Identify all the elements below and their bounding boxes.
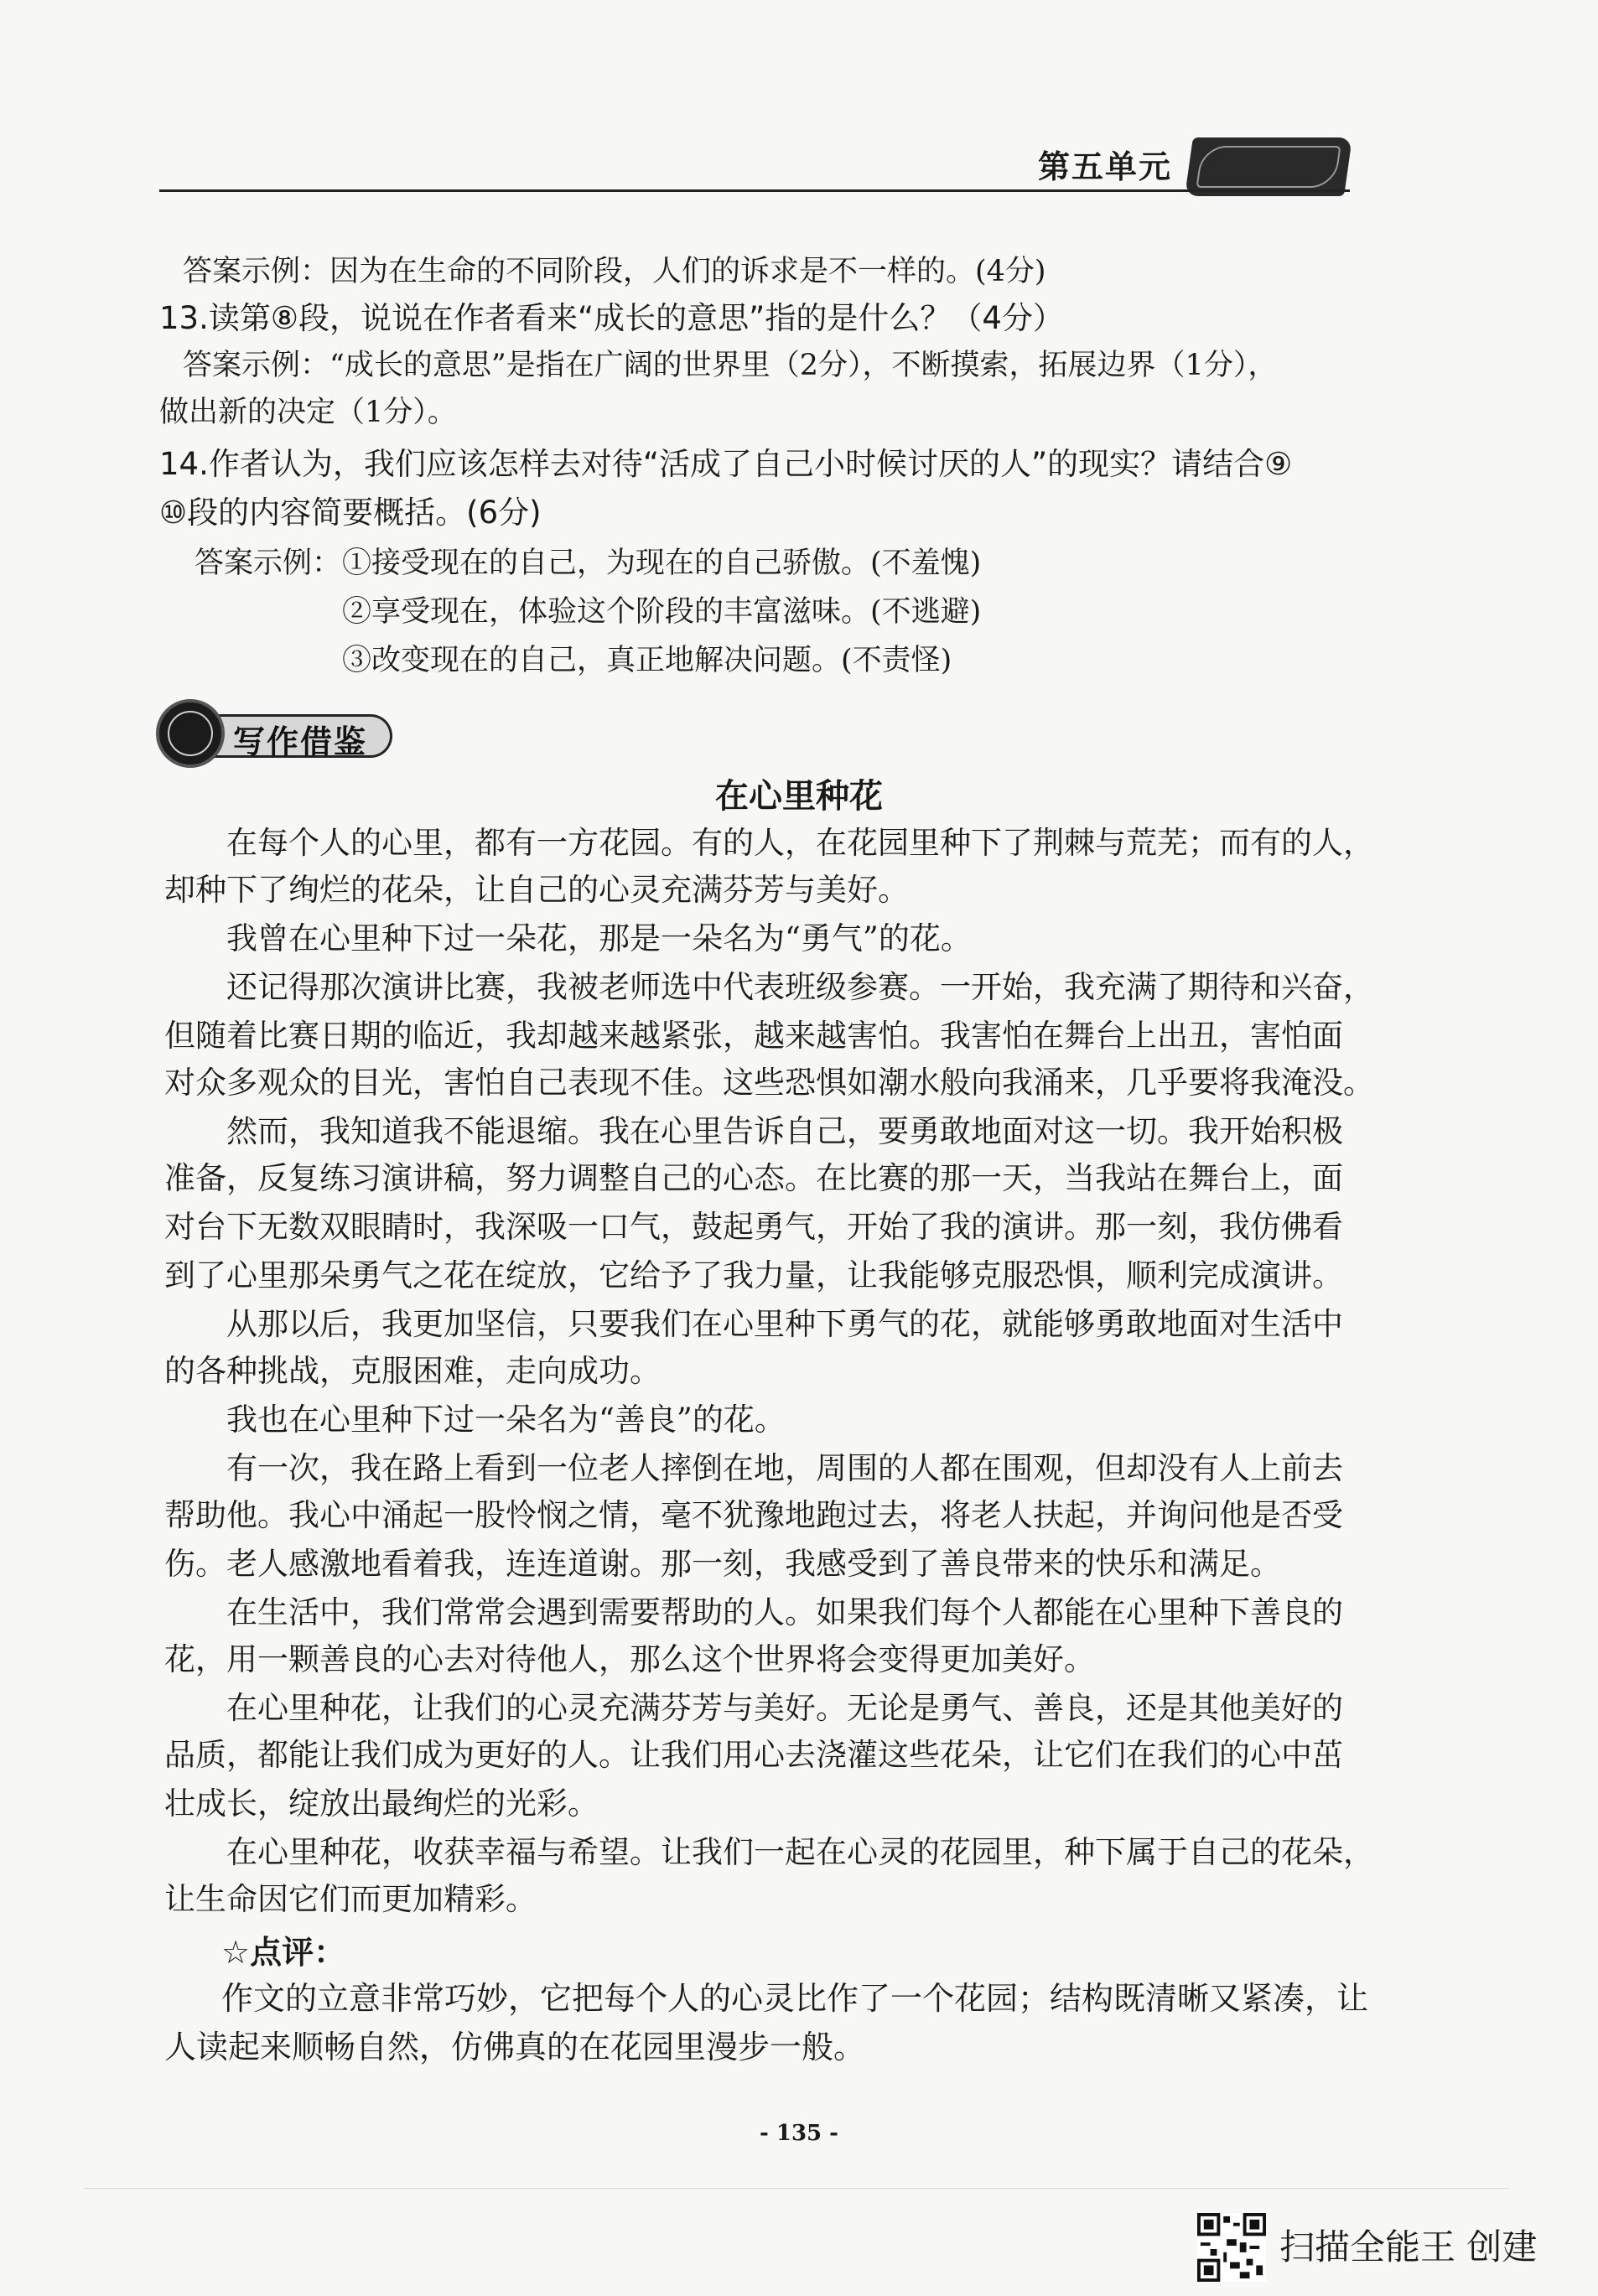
comment-line: 作文的立意非常巧妙，它把每个人的心灵比作了一个花园；结构既清晰又紧凑，让: [221, 1980, 1369, 2017]
answer-14-item: ③改变现在的自己，真正地解决问题。(不责怪): [342, 644, 952, 677]
answer-12: 答案示例：因为在生命的不同阶段，人们的诉求是不一样的。(4分): [183, 255, 1046, 288]
essay-title: 在心里种花: [715, 777, 883, 816]
essay-line: 帮助他。我心中涌起一股怜悯之情，毫不犹豫地跑过去，将老人扶起，并询问他是否受: [164, 1497, 1343, 1533]
essay-line: 对台下无数双眼睛时，我深吸一口气，鼓起勇气，开始了我的演讲。那一刻，我仿佛看: [164, 1209, 1343, 1245]
header-divider: [159, 189, 1350, 192]
essay-line: 有一次，我在路上看到一位老人摔倒在地，周围的人都在围观，但却没有人上前去: [226, 1450, 1343, 1486]
qr-code-icon: [1197, 2213, 1266, 2282]
essay-line: 的各种挑战，克服困难，走向成功。: [164, 1353, 661, 1389]
answer-13-line1: 答案示例：“成长的意思”是指在广阔的世界里（2分），不断摸索，拓展边界（1分），: [183, 349, 1278, 382]
answer-14-label: 答案示例：: [195, 547, 342, 580]
unit-title: 第五单元: [1038, 148, 1173, 185]
essay-line: 在每个人的心里，都有一方花园。有的人，在花园里种下了荆棘与荒芜；而有的人，: [226, 825, 1374, 861]
essay-line: 却种下了绚烂的花朵，让自己的心灵充满芬芳与美好。: [164, 872, 909, 908]
section-label: 写作借鉴: [233, 723, 368, 760]
essay-line: 伤。老人感激地看着我，连连道谢。那一刻，我感受到了善良带来的快乐和满足。: [164, 1546, 1281, 1582]
section-logo-icon: [156, 699, 225, 768]
footer-divider: [84, 2188, 1509, 2189]
essay-line: 对众多观众的目光，害怕自己表现不佳。这些恐惧如潮水般向我涌来，几乎要将我淹没。: [164, 1065, 1374, 1101]
answer-13-line2: 做出新的决定（1分）。: [159, 396, 457, 429]
essay-line: 到了心里那朵勇气之花在绽放，它给予了我力量，让我能够克服恐惧，顺利完成演讲。: [164, 1257, 1343, 1293]
question-14-line2: ⑩段的内容简要概括。(6分): [159, 495, 542, 531]
essay-line: 从那以后，我更加坚信，只要我们在心里种下勇气的花，就能够勇敢地面对生活中: [226, 1306, 1343, 1342]
essay-line: 花，用一颗善良的心去对待他人，那么这个世界将会变得更加美好。: [164, 1641, 1095, 1677]
comment-line: 人读起来顺畅自然，仿佛真的在花园里漫步一般。: [164, 2029, 866, 2065]
essay-line: 让生命因它们而更加精彩。: [164, 1881, 537, 1917]
section-banner: [156, 699, 399, 768]
question-13: 13.读第⑧段，说说在作者看来“成长的意思”指的是什么？（4分）: [159, 300, 1064, 336]
page-number: - 135 -: [760, 2121, 838, 2146]
essay-line: 准备，反复练习演讲稿，努力调整自己的心态。在比赛的那一天，当我站在舞台上，面: [164, 1160, 1343, 1196]
essay-line: 在心里种花，让我们的心灵充满芬芳与美好。无论是勇气、善良，还是其他美好的: [226, 1690, 1343, 1726]
essay-line: 然而，我知道我不能退缩。我在心里告诉自己，要勇敢地面对这一切。我开始积极: [226, 1113, 1343, 1149]
question-14-line1: 14.作者认为，我们应该怎样去对待“活成了自己小时候讨厌的人”的现实？请结合⑨: [159, 446, 1293, 482]
scanner-watermark: 扫描全能王 创建: [1279, 2226, 1538, 2267]
essay-line: 我也在心里种下过一朵名为“善良”的花。: [226, 1402, 786, 1438]
essay-line: 壮成长，绽放出最绚烂的光彩。: [164, 1785, 599, 1822]
essay-line: 品质，都能让我们成为更好的人。让我们用心去浇灌这些花朵，让它们在我们的心中茁: [164, 1737, 1343, 1773]
essay-line: 我曾在心里种下过一朵花，那是一朵名为“勇气”的花。: [226, 920, 972, 956]
answer-14-item: ①接受现在的自己，为现在的自己骄傲。(不羞愧): [342, 547, 982, 580]
essay-line: 还记得那次演讲比赛，我被老师选中代表班级参赛。一开始，我充满了期待和兴奋，: [226, 969, 1374, 1005]
essay-line: 在心里种花，收获幸福与希望。让我们一起在心灵的花园里，种下属于自己的花朵，: [226, 1834, 1374, 1870]
answer-14-item: ②享受现在，体验这个阶段的丰富滋味。(不逃避): [342, 595, 982, 629]
comment-heading: ☆点评：: [221, 1934, 346, 1971]
essay-line: 在生活中，我们常常会遇到需要帮助的人。如果我们每个人都能在心里种下善良的: [226, 1594, 1343, 1630]
unit-badge-icon: [1185, 137, 1352, 196]
essay-line: 但随着比赛日期的临近，我却越来越紧张，越来越害怕。我害怕在舞台上出丑，害怕面: [164, 1018, 1343, 1054]
